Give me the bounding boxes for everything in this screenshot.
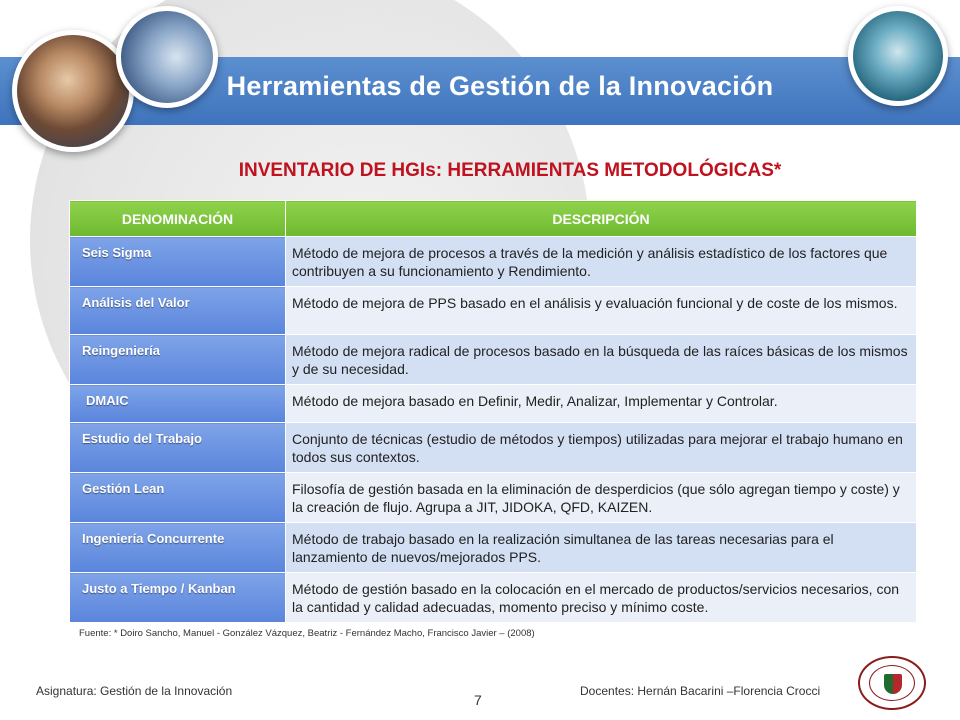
tool-name: Ingeniería Concurrente (70, 523, 286, 573)
tool-description: Método de mejora radical de procesos basado en la búsqueda de las raíces básicas de los mismos y de su necesidad. (286, 335, 917, 385)
seal-shield-icon (884, 674, 902, 694)
tool-description: Método de mejora de procesos a través de la medición y análisis estadístico de los factores que contribuyen a su funcionamiento y Rendimiento. (286, 237, 917, 287)
table-row (70, 573, 917, 623)
tool-name: Análisis del Valor (70, 287, 286, 335)
table-row (70, 287, 917, 335)
tool-description: Conjunto de técnicas (estudio de métodos y tiempos) utilizadas para mejorar el trabajo humano en todos sus contextos. (286, 423, 917, 473)
footer-teachers: Docentes: Hernán Bacarini –Florencia Crocci (580, 684, 821, 698)
tool-description: Filosofía de gestión basada en la eliminación de desperdicios (que sólo agregan tiempo y coste) y la creación de flujo. Agrupa a JIT, JIDOKA, QFD, KAIZEN. (286, 473, 917, 523)
table-row (70, 473, 917, 523)
section-subtitle: INVENTARIO DE HGIs: HERRAMIENTAS METODOLÓGICAS* (238, 160, 782, 181)
tool-description: Método de mejora de PPS basado en el análisis y evaluación funcional y de coste de los mismos. (286, 287, 917, 335)
table-row (70, 335, 917, 385)
source-citation: Fuente: * Doiro Sancho, Manuel - González Vázquez, Beatriz - Fernández Macho, Francisco Javier – (2008) (79, 628, 535, 639)
page-number: 7 (474, 692, 482, 708)
column-header-denominacion: DENOMINACIÓN (70, 201, 286, 237)
university-seal-logo (858, 656, 926, 710)
table-row (70, 523, 917, 573)
tools-table (69, 200, 917, 623)
tool-name: Seis Sigma (70, 237, 286, 287)
tool-description: Método de mejora basado en Definir, Medir, Analizar, Implementar y Controlar. (286, 385, 917, 423)
tool-description: Método de trabajo basado en la realización simultanea de las tareas necesarias para el lanzamiento de nuevos/mejorados PPS. (286, 523, 917, 573)
tool-name: Estudio del Trabajo (70, 423, 286, 473)
footer-subject: Asignatura: Gestión de la Innovación (36, 684, 233, 698)
tool-description: Método de gestión basado en la colocación en el mercado de productos/servicios necesarios, con la cantidad y calidad adecuadas, momento preciso y mínimo coste. (286, 573, 917, 623)
tool-name: DMAIC (70, 385, 286, 423)
table-header-row (70, 201, 917, 237)
tool-name: Justo a Tiempo / Kanban (70, 573, 286, 623)
table-row (70, 237, 917, 287)
table-row (70, 385, 917, 423)
table-row (70, 423, 917, 473)
business-photo-3 (848, 6, 948, 106)
tool-name: Reingeniería (70, 335, 286, 385)
column-header-descripcion: DESCRIPCIÓN (286, 201, 917, 237)
page-title: Herramientas de Gestión de la Innovación (226, 71, 774, 101)
tool-name: Gestión Lean (70, 473, 286, 523)
